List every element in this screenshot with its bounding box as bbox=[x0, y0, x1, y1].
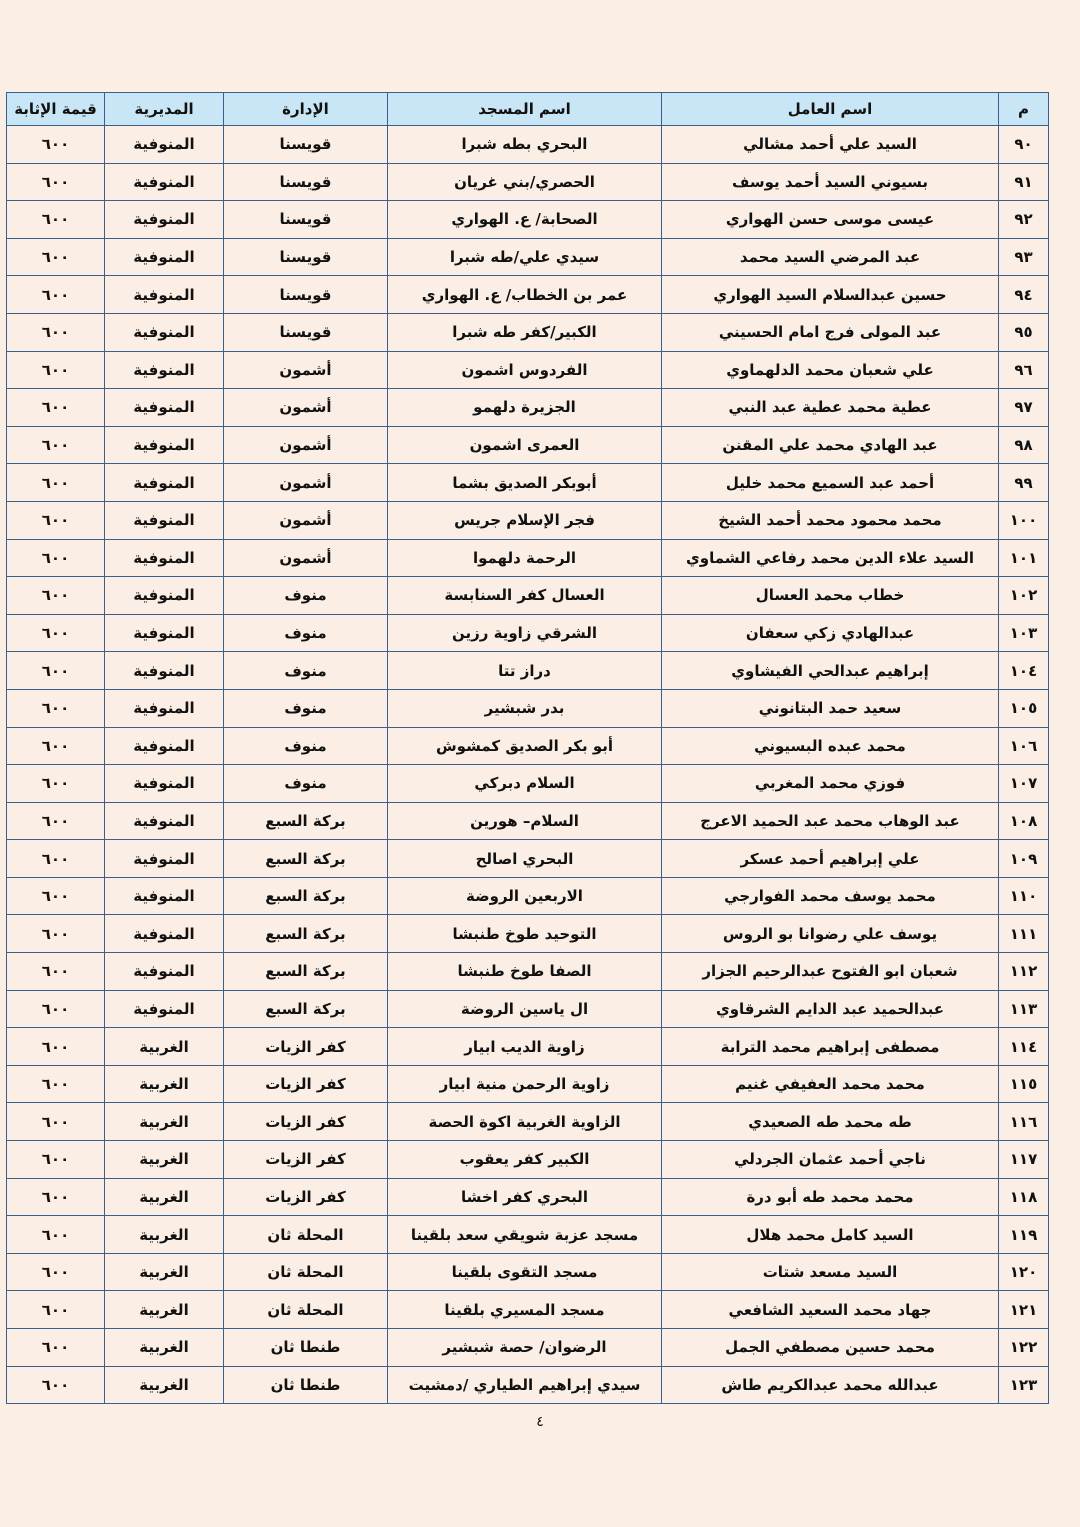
cell-administration: كفر الزيات bbox=[224, 1028, 388, 1066]
cell-administration: أشمون bbox=[224, 351, 388, 389]
cell-directorate: الغربية bbox=[105, 1178, 224, 1216]
cell-worker-name: خطاب محمد العسال bbox=[662, 577, 999, 615]
cell-directorate: المنوفية bbox=[105, 727, 224, 765]
cell-directorate: المنوفية bbox=[105, 501, 224, 539]
cell-administration: منوف bbox=[224, 577, 388, 615]
cell-directorate: المنوفية bbox=[105, 953, 224, 991]
cell-directorate: المنوفية bbox=[105, 163, 224, 201]
cell-mosque-name: التوحيد طوخ طنبشا bbox=[388, 915, 662, 953]
cell-row-number: ١١٨ bbox=[999, 1178, 1049, 1216]
cell-worker-name: محمد محمود محمد أحمد الشيخ bbox=[662, 501, 999, 539]
cell-reward-value: ٦٠٠ bbox=[7, 727, 105, 765]
cell-worker-name: سعيد حمد البتانوني bbox=[662, 689, 999, 727]
cell-reward-value: ٦٠٠ bbox=[7, 1253, 105, 1291]
cell-mosque-name: العسال كفر السنابسة bbox=[388, 577, 662, 615]
cell-row-number: ١٠٨ bbox=[999, 802, 1049, 840]
cell-directorate: المنوفية bbox=[105, 577, 224, 615]
cell-worker-name: عيسى موسى حسن الهواري bbox=[662, 201, 999, 239]
table-body bbox=[7, 126, 1049, 1404]
cell-directorate: المنوفية bbox=[105, 464, 224, 502]
cell-administration: منوف bbox=[224, 652, 388, 690]
cell-row-number: ١٢١ bbox=[999, 1291, 1049, 1329]
cell-worker-name: علي إبراهيم أحمد عسكر bbox=[662, 840, 999, 878]
cell-mosque-name: سيدي علي/طه شبرا bbox=[388, 238, 662, 276]
cell-reward-value: ٦٠٠ bbox=[7, 276, 105, 314]
cell-administration: قويسنا bbox=[224, 126, 388, 164]
cell-row-number: ١٠٢ bbox=[999, 577, 1049, 615]
table-row bbox=[7, 163, 1049, 201]
cell-administration: المحلة ثان bbox=[224, 1291, 388, 1329]
table-row bbox=[7, 802, 1049, 840]
header-reward-value: قيمة الإثابة bbox=[7, 93, 105, 126]
cell-directorate: المنوفية bbox=[105, 313, 224, 351]
table-row bbox=[7, 652, 1049, 690]
cell-row-number: ١٠٧ bbox=[999, 765, 1049, 803]
cell-mosque-name: السلام– هورين bbox=[388, 802, 662, 840]
cell-administration: بركة السبع bbox=[224, 953, 388, 991]
table-row bbox=[7, 990, 1049, 1028]
cell-row-number: ١٠٣ bbox=[999, 614, 1049, 652]
cell-directorate: المنوفية bbox=[105, 652, 224, 690]
cell-row-number: ١٢٣ bbox=[999, 1366, 1049, 1404]
cell-row-number: ٩٩ bbox=[999, 464, 1049, 502]
cell-directorate: المنوفية bbox=[105, 765, 224, 803]
cell-directorate: الغربية bbox=[105, 1065, 224, 1103]
cell-administration: قويسنا bbox=[224, 201, 388, 239]
cell-directorate: المنوفية bbox=[105, 689, 224, 727]
cell-mosque-name: الفردوس اشمون bbox=[388, 351, 662, 389]
cell-mosque-name: الشرقي زاوية رزين bbox=[388, 614, 662, 652]
cell-mosque-name: الصحابة/ ع. الهواري bbox=[388, 201, 662, 239]
cell-mosque-name: ال ياسين الروضة bbox=[388, 990, 662, 1028]
cell-worker-name: عبدالله محمد عبدالكريم طاش bbox=[662, 1366, 999, 1404]
cell-row-number: ١٠٠ bbox=[999, 501, 1049, 539]
cell-row-number: ١٢٢ bbox=[999, 1329, 1049, 1367]
cell-mosque-name: الكبير كفر يعقوب bbox=[388, 1141, 662, 1179]
cell-mosque-name: السلام دبركي bbox=[388, 765, 662, 803]
cell-administration: قويسنا bbox=[224, 276, 388, 314]
table-row bbox=[7, 840, 1049, 878]
cell-administration: أشمون bbox=[224, 464, 388, 502]
cell-worker-name: محمد محمد العفيفي غنيم bbox=[662, 1065, 999, 1103]
cell-reward-value: ٦٠٠ bbox=[7, 539, 105, 577]
cell-worker-name: حسين عبدالسلام السيد الهواري bbox=[662, 276, 999, 314]
cell-reward-value: ٦٠٠ bbox=[7, 990, 105, 1028]
cell-row-number: ٩٢ bbox=[999, 201, 1049, 239]
header-worker-name: اسم العامل bbox=[662, 93, 999, 126]
cell-administration: بركة السبع bbox=[224, 990, 388, 1028]
cell-worker-name: عبد المولى فرج امام الحسيني bbox=[662, 313, 999, 351]
table-row bbox=[7, 313, 1049, 351]
cell-mosque-name: مسجد عزبة شويقي سعد بلقينا bbox=[388, 1216, 662, 1254]
table-row bbox=[7, 426, 1049, 464]
table-row bbox=[7, 1291, 1049, 1329]
cell-reward-value: ٦٠٠ bbox=[7, 1291, 105, 1329]
cell-reward-value: ٦٠٠ bbox=[7, 765, 105, 803]
cell-worker-name: السيد علاء الدين محمد رفاعي الشماوي bbox=[662, 539, 999, 577]
cell-worker-name: عطية محمد عطية عبد النبي bbox=[662, 389, 999, 427]
cell-row-number: ٩٧ bbox=[999, 389, 1049, 427]
cell-directorate: المنوفية bbox=[105, 840, 224, 878]
cell-directorate: المنوفية bbox=[105, 990, 224, 1028]
cell-worker-name: عبد الوهاب محمد عبد الحميد الاعرج bbox=[662, 802, 999, 840]
table-row bbox=[7, 915, 1049, 953]
cell-worker-name: السيد علي أحمد مشالي bbox=[662, 126, 999, 164]
cell-row-number: ١٠٤ bbox=[999, 652, 1049, 690]
cell-worker-name: أحمد عبد السميع محمد خليل bbox=[662, 464, 999, 502]
cell-directorate: الغربية bbox=[105, 1141, 224, 1179]
cell-worker-name: يوسف علي رضوانا بو الروس bbox=[662, 915, 999, 953]
cell-row-number: ١١٧ bbox=[999, 1141, 1049, 1179]
cell-administration: كفر الزيات bbox=[224, 1141, 388, 1179]
cell-mosque-name: بدر شبشير bbox=[388, 689, 662, 727]
table-row bbox=[7, 877, 1049, 915]
cell-reward-value: ٦٠٠ bbox=[7, 1178, 105, 1216]
cell-administration: المحلة ثان bbox=[224, 1253, 388, 1291]
cell-directorate: الغربية bbox=[105, 1253, 224, 1291]
cell-reward-value: ٦٠٠ bbox=[7, 163, 105, 201]
cell-row-number: ١١١ bbox=[999, 915, 1049, 953]
table-row bbox=[7, 126, 1049, 164]
cell-directorate: المنوفية bbox=[105, 238, 224, 276]
page-number: ٤ bbox=[536, 1414, 544, 1430]
cell-mosque-name: العمرى اشمون bbox=[388, 426, 662, 464]
table-row bbox=[7, 1028, 1049, 1066]
cell-row-number: ١٠٦ bbox=[999, 727, 1049, 765]
cell-mosque-name: البحري بطه شبرا bbox=[388, 126, 662, 164]
cell-worker-name: عبدالهادي زكي سعفان bbox=[662, 614, 999, 652]
workers-table bbox=[6, 92, 1049, 1404]
cell-directorate: المنوفية bbox=[105, 126, 224, 164]
cell-directorate: المنوفية bbox=[105, 351, 224, 389]
cell-mosque-name: زاوية الديب ابيار bbox=[388, 1028, 662, 1066]
cell-reward-value: ٦٠٠ bbox=[7, 1366, 105, 1404]
table-row bbox=[7, 501, 1049, 539]
cell-reward-value: ٦٠٠ bbox=[7, 802, 105, 840]
cell-administration: بركة السبع bbox=[224, 802, 388, 840]
cell-directorate: المنوفية bbox=[105, 539, 224, 577]
cell-row-number: ٩٤ bbox=[999, 276, 1049, 314]
cell-reward-value: ٦٠٠ bbox=[7, 577, 105, 615]
cell-administration: المحلة ثان bbox=[224, 1216, 388, 1254]
cell-directorate: الغربية bbox=[105, 1216, 224, 1254]
table-row bbox=[7, 1216, 1049, 1254]
cell-row-number: ١٠١ bbox=[999, 539, 1049, 577]
table-row bbox=[7, 1103, 1049, 1141]
cell-mosque-name: زاوية الرحمن منية ابيار bbox=[388, 1065, 662, 1103]
cell-mosque-name: الحصري/بني غريان bbox=[388, 163, 662, 201]
table-row bbox=[7, 1253, 1049, 1291]
cell-worker-name: محمد عبده البسيوني bbox=[662, 727, 999, 765]
table-row bbox=[7, 1366, 1049, 1404]
table-row bbox=[7, 689, 1049, 727]
table-row bbox=[7, 1329, 1049, 1367]
cell-reward-value: ٦٠٠ bbox=[7, 1216, 105, 1254]
cell-worker-name: محمد محمد طه أبو درة bbox=[662, 1178, 999, 1216]
cell-mosque-name: أبوبكر الصديق بشما bbox=[388, 464, 662, 502]
table-row bbox=[7, 1141, 1049, 1179]
table-row bbox=[7, 539, 1049, 577]
cell-worker-name: عبدالحميد عبد الدايم الشرقاوي bbox=[662, 990, 999, 1028]
cell-worker-name: طه محمد طه الصعيدي bbox=[662, 1103, 999, 1141]
cell-row-number: ٩٦ bbox=[999, 351, 1049, 389]
cell-reward-value: ٦٠٠ bbox=[7, 877, 105, 915]
cell-row-number: ٩١ bbox=[999, 163, 1049, 201]
header-number: م bbox=[999, 93, 1049, 126]
cell-mosque-name: الجزيرة دلهمو bbox=[388, 389, 662, 427]
table-row bbox=[7, 1065, 1049, 1103]
cell-mosque-name: سيدي إبراهيم الطياري /دمشيت bbox=[388, 1366, 662, 1404]
cell-row-number: ١١٩ bbox=[999, 1216, 1049, 1254]
cell-row-number: ١١٢ bbox=[999, 953, 1049, 991]
table-header-row bbox=[7, 93, 1049, 126]
cell-row-number: ٩٥ bbox=[999, 313, 1049, 351]
cell-directorate: المنوفية bbox=[105, 201, 224, 239]
cell-directorate: الغربية bbox=[105, 1103, 224, 1141]
cell-row-number: ١٢٠ bbox=[999, 1253, 1049, 1291]
cell-row-number: ٩٣ bbox=[999, 238, 1049, 276]
cell-administration: منوف bbox=[224, 765, 388, 803]
cell-administration: كفر الزيات bbox=[224, 1178, 388, 1216]
table-row bbox=[7, 464, 1049, 502]
cell-reward-value: ٦٠٠ bbox=[7, 464, 105, 502]
cell-row-number: ١١٤ bbox=[999, 1028, 1049, 1066]
cell-reward-value: ٦٠٠ bbox=[7, 238, 105, 276]
cell-administration: كفر الزيات bbox=[224, 1065, 388, 1103]
table-row bbox=[7, 201, 1049, 239]
table-row bbox=[7, 727, 1049, 765]
table-row bbox=[7, 765, 1049, 803]
header-administration: الإدارة bbox=[224, 93, 388, 126]
table-row bbox=[7, 351, 1049, 389]
cell-reward-value: ٦٠٠ bbox=[7, 840, 105, 878]
cell-administration: منوف bbox=[224, 614, 388, 652]
cell-directorate: المنوفية bbox=[105, 802, 224, 840]
cell-row-number: ١١٣ bbox=[999, 990, 1049, 1028]
cell-directorate: الغربية bbox=[105, 1366, 224, 1404]
cell-mosque-name: فجر الإسلام جريس bbox=[388, 501, 662, 539]
cell-worker-name: ناجي أحمد عثمان الجردلي bbox=[662, 1141, 999, 1179]
cell-reward-value: ٦٠٠ bbox=[7, 953, 105, 991]
cell-reward-value: ٦٠٠ bbox=[7, 501, 105, 539]
cell-reward-value: ٦٠٠ bbox=[7, 1028, 105, 1066]
table-row bbox=[7, 389, 1049, 427]
cell-administration: قويسنا bbox=[224, 163, 388, 201]
cell-reward-value: ٦٠٠ bbox=[7, 1329, 105, 1367]
table-row bbox=[7, 1178, 1049, 1216]
cell-mosque-name: عمر بن الخطاب/ ع. الهواري bbox=[388, 276, 662, 314]
cell-mosque-name: الزاوية الغربية اكوة الحصة bbox=[388, 1103, 662, 1141]
cell-worker-name: عبد المرضي السيد محمد bbox=[662, 238, 999, 276]
cell-worker-name: مصطفى إبراهيم محمد الترابة bbox=[662, 1028, 999, 1066]
cell-worker-name: السيد مسعد شتات bbox=[662, 1253, 999, 1291]
cell-row-number: ٩٨ bbox=[999, 426, 1049, 464]
cell-worker-name: جهاد محمد السعيد الشافعي bbox=[662, 1291, 999, 1329]
cell-directorate: المنوفية bbox=[105, 389, 224, 427]
cell-reward-value: ٦٠٠ bbox=[7, 1065, 105, 1103]
cell-mosque-name: الاربعين الروضة bbox=[388, 877, 662, 915]
cell-mosque-name: الرضوان/ حصة شبشير bbox=[388, 1329, 662, 1367]
cell-administration: قويسنا bbox=[224, 313, 388, 351]
cell-mosque-name: أبو بكر الصديق كمشوش bbox=[388, 727, 662, 765]
cell-row-number: ١١٦ bbox=[999, 1103, 1049, 1141]
cell-worker-name: السيد كامل محمد هلال bbox=[662, 1216, 999, 1254]
cell-reward-value: ٦٠٠ bbox=[7, 351, 105, 389]
cell-reward-value: ٦٠٠ bbox=[7, 915, 105, 953]
cell-reward-value: ٦٠٠ bbox=[7, 1141, 105, 1179]
cell-reward-value: ٦٠٠ bbox=[7, 614, 105, 652]
cell-directorate: الغربية bbox=[105, 1028, 224, 1066]
cell-worker-name: إبراهيم عبدالحي الفيشاوي bbox=[662, 652, 999, 690]
cell-directorate: المنوفية bbox=[105, 276, 224, 314]
header-mosque-name: اسم المسجد bbox=[388, 93, 662, 126]
cell-administration: منوف bbox=[224, 727, 388, 765]
cell-worker-name: عبد الهادي محمد علي المقنن bbox=[662, 426, 999, 464]
cell-directorate: المنوفية bbox=[105, 915, 224, 953]
cell-administration: بركة السبع bbox=[224, 840, 388, 878]
table-row bbox=[7, 614, 1049, 652]
cell-reward-value: ٦٠٠ bbox=[7, 389, 105, 427]
cell-reward-value: ٦٠٠ bbox=[7, 201, 105, 239]
cell-administration: بركة السبع bbox=[224, 877, 388, 915]
table-row bbox=[7, 577, 1049, 615]
cell-reward-value: ٦٠٠ bbox=[7, 126, 105, 164]
cell-directorate: المنوفية bbox=[105, 877, 224, 915]
cell-directorate: المنوفية bbox=[105, 426, 224, 464]
cell-worker-name: محمد حسين مصطفي الجمل bbox=[662, 1329, 999, 1367]
cell-reward-value: ٦٠٠ bbox=[7, 1103, 105, 1141]
cell-reward-value: ٦٠٠ bbox=[7, 652, 105, 690]
cell-reward-value: ٦٠٠ bbox=[7, 426, 105, 464]
cell-mosque-name: مسجد التقوى بلقينا bbox=[388, 1253, 662, 1291]
cell-mosque-name: دراز تتا bbox=[388, 652, 662, 690]
cell-worker-name: شعبان ابو الفتوح عبدالرحيم الجزار bbox=[662, 953, 999, 991]
cell-administration: طنطا ثان bbox=[224, 1329, 388, 1367]
cell-worker-name: علي شعبان محمد الدلهماوي bbox=[662, 351, 999, 389]
cell-directorate: المنوفية bbox=[105, 614, 224, 652]
header-directorate: المديرية bbox=[105, 93, 224, 126]
cell-worker-name: بسيوني السيد أحمد يوسف bbox=[662, 163, 999, 201]
cell-administration: قويسنا bbox=[224, 238, 388, 276]
cell-worker-name: محمد يوسف محمد الفوارجي bbox=[662, 877, 999, 915]
cell-row-number: ٩٠ bbox=[999, 126, 1049, 164]
cell-administration: بركة السبع bbox=[224, 915, 388, 953]
cell-mosque-name: البحري اصالح bbox=[388, 840, 662, 878]
cell-mosque-name: البحري كفر اخشا bbox=[388, 1178, 662, 1216]
cell-administration: كفر الزيات bbox=[224, 1103, 388, 1141]
cell-administration: أشمون bbox=[224, 501, 388, 539]
cell-administration: أشمون bbox=[224, 426, 388, 464]
cell-mosque-name: الصفا طوخ طنبشا bbox=[388, 953, 662, 991]
cell-administration: أشمون bbox=[224, 539, 388, 577]
cell-mosque-name: مسجد المسيري بلقينا bbox=[388, 1291, 662, 1329]
cell-administration: طنطا ثان bbox=[224, 1366, 388, 1404]
cell-directorate: الغربية bbox=[105, 1329, 224, 1367]
cell-row-number: ١٠٩ bbox=[999, 840, 1049, 878]
cell-directorate: الغربية bbox=[105, 1291, 224, 1329]
cell-reward-value: ٦٠٠ bbox=[7, 313, 105, 351]
cell-administration: منوف bbox=[224, 689, 388, 727]
cell-administration: أشمون bbox=[224, 389, 388, 427]
cell-mosque-name: الكبير/كفر طه شبرا bbox=[388, 313, 662, 351]
cell-mosque-name: الرحمة دلهموا bbox=[388, 539, 662, 577]
cell-reward-value: ٦٠٠ bbox=[7, 689, 105, 727]
cell-row-number: ١١٥ bbox=[999, 1065, 1049, 1103]
table-row bbox=[7, 238, 1049, 276]
cell-row-number: ١٠٥ bbox=[999, 689, 1049, 727]
table-row bbox=[7, 953, 1049, 991]
table-row bbox=[7, 276, 1049, 314]
cell-row-number: ١١٠ bbox=[999, 877, 1049, 915]
cell-worker-name: فوزي محمد المغربي bbox=[662, 765, 999, 803]
